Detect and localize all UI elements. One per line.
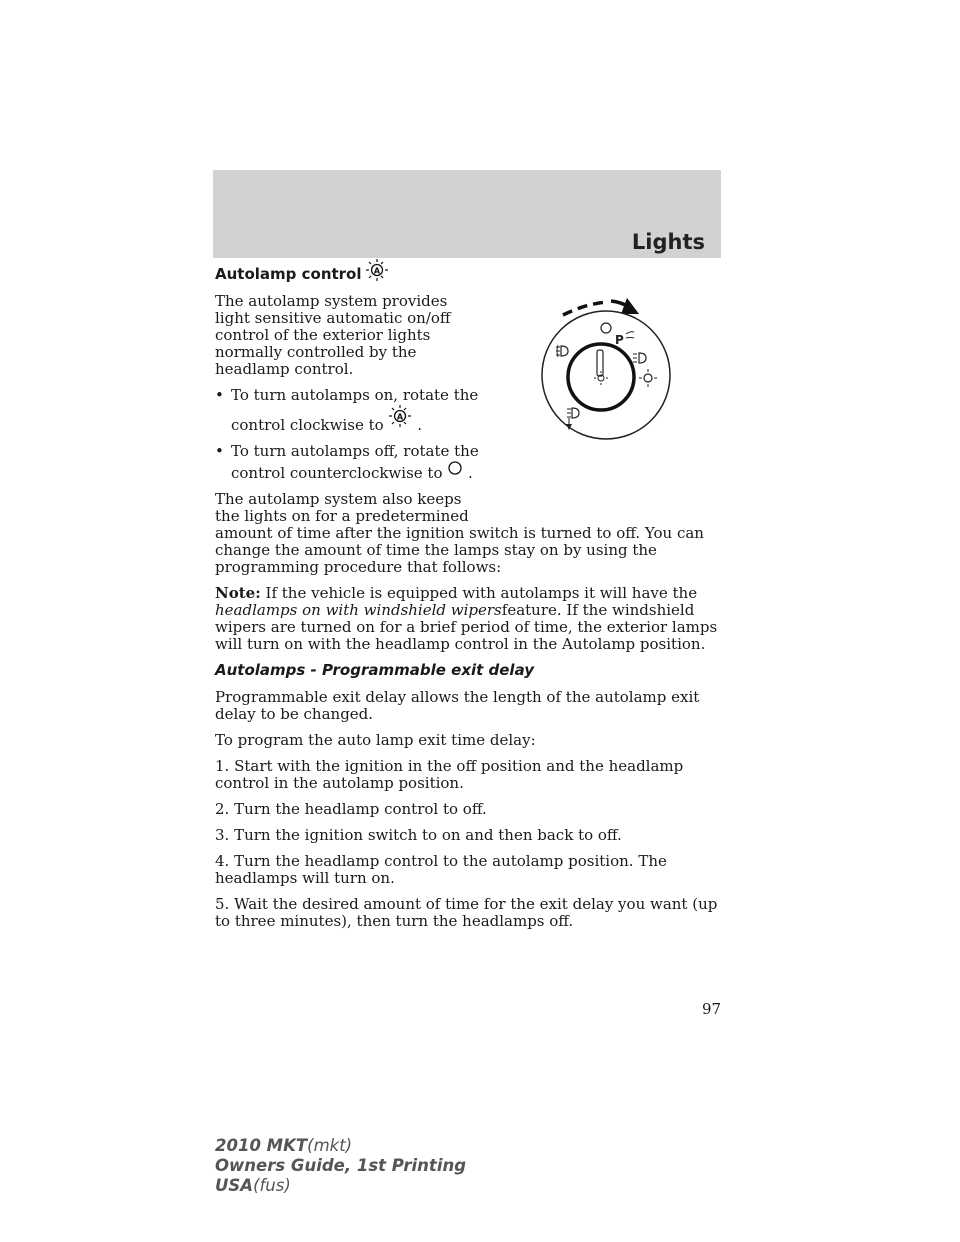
subsection-lead: To program the auto lamp exit time delay: [215, 731, 536, 749]
bullet-autolamps-on: • To turn autolamps on, rotate the control clockwise to A . [215, 386, 479, 434]
bullet-on-text: To turn autolamps on, rotate the control clockwise to [231, 386, 479, 434]
footer-region: USA [215, 1176, 254, 1195]
note-paragraph: Note: If the vehicle is equipped with autolamps it will have the headlamps on with windshield wipersfeature. If the windshield wipers are turned on for a brief period of time, the exterior lamps will turn on with the headlamp control in the Autolamp position. [215, 584, 718, 653]
section-title: Lights [631, 230, 705, 254]
step-item: 3. Turn the ignition switch to on and then back to off. [215, 826, 622, 844]
footer-region-code: (fus) [253, 1176, 291, 1195]
autolamp-icon [388, 404, 412, 428]
parking-label: P [615, 333, 624, 347]
section-heading [215, 266, 725, 283]
feature-name: headlamps on with windshield wipers [215, 601, 502, 619]
keep-on-paragraph-end: amount of time after the ignition switch is turned to off. You can change the amount of time the lamps stay on by using the programming procedure that follows: [215, 524, 704, 576]
step-item: 4. Turn the headlamp control to the autolamp position. The headlamps will turn on. [215, 852, 667, 887]
step-item: 1. Start with the ignition in the off position and the headlamp control in the autolamp position. [215, 757, 684, 792]
print-footer [215, 1136, 466, 1196]
page-content [215, 266, 725, 939]
step-item: 5. Wait the desired amount of time for the exit delay you want (up to three minutes), then turn the headlamps off. [215, 895, 718, 930]
svg-text:A: A [397, 412, 404, 422]
bullet-autolamps-off: • To turn autolamps off, rotate the control counterclockwise to . [215, 442, 479, 482]
section-heading-text: Autolamp control [215, 265, 362, 283]
page-number: 97 [702, 1000, 722, 1018]
footer-model-code: (mkt) [307, 1136, 353, 1155]
footer-guide: Owners Guide, 1st Printing [215, 1156, 467, 1175]
step-item: 2. Turn the headlamp control to off. [215, 800, 487, 818]
keep-on-paragraph-start: The autolamp system also keeps the lights on for a predetermined [215, 490, 469, 525]
svg-text:A: A [373, 266, 380, 276]
note-label: Note: [215, 584, 261, 602]
off-circle-icon [447, 460, 463, 476]
autolamp-icon [365, 258, 389, 282]
footer-model: 2010 MKT [215, 1136, 308, 1155]
subsection-intro: Programmable exit delay allows the length of the autolamp exit delay to be changed. [215, 688, 700, 723]
subsection-heading: Autolamps - Programmable exit delay [215, 661, 535, 679]
bullet-off-text: To turn autolamps off, rotate the control counterclockwise to [231, 442, 479, 482]
intro-paragraph: The autolamp system provides light sensitive automatic on/off control of the exterior lights normally controlled by the headlamp control. [215, 292, 451, 378]
section-header-band [213, 170, 721, 258]
